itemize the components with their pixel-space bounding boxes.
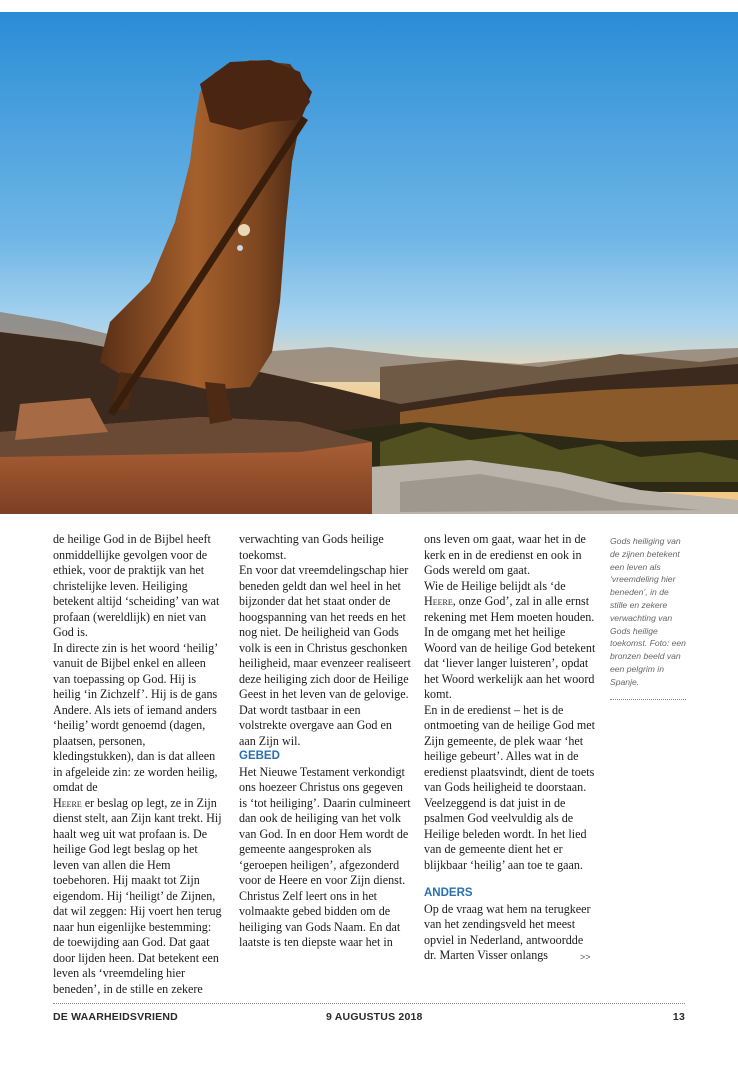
section-heading-anders: ANDERS — [424, 887, 473, 899]
paragraph — [424, 579, 596, 703]
paragraph: En voor dat vreemdelingschap hier beneden geldt dan wel heel in het bijzonder dat het staat onder de hoogspanning van het reeds en het nog niet. De heiligheid van Gods volk is een in Christus geschonken heiligheid, maar evenzeer realiseert deze heiliging zich door de Heilige Geest in het leven van de gelovige. Dat wordt tastbaar in een volstrekte overgave aan God en aan Zijn wil. — [239, 563, 411, 748]
paragraph-text: Wie de Heilige belijdt als ‘de — [424, 578, 566, 593]
paragraph — [53, 641, 225, 796]
page-number: 13 — [672, 1011, 685, 1023]
caption-divider — [610, 699, 686, 700]
paragraph-text: In directe zin is het woord ‘heilig’ vanuit de Bijbel enkel en alleen van toepassing op God. Hij is heilig ‘in Zichzelf’. Hij is de gans Andere. Als iets of iemand anders ‘heilig’ wordt genoemd (dagen, plaatsen, personen, kledingstukken), dan is dat alleen in afgeleide zin: ze worden heilig, omdat de — [53, 640, 218, 794]
text-column-2 — [239, 532, 411, 951]
paragraph: verwachting van Gods heilige toekomst. — [239, 532, 384, 562]
paragraph: Het Nieuwe Testament verkondigt ons hoezeer Christus ons gegeven is ‘tot heiliging’. Daarin culmineert dan ook de heiliging van het volk van God. In en door Hem wordt de gemeente aangesproken als ‘geroepen heiligen’, afgezonderd voor de Heere en voor Zijn dienst. — [239, 764, 411, 887]
text-column-3 — [424, 532, 596, 964]
photo-caption: Gods heiliging van de zijnen betekent een leven als ‘vreemdeling hier beneden’, in de stille en zekere verwachting van Gods heilige toekomst. Foto: een bronzen beeld van een pelgrim in Spanje. — [610, 536, 686, 687]
issue-date: 9 AUGUSTUS 2018 — [326, 1011, 423, 1023]
continued-marker: >> — [580, 952, 591, 962]
paragraph: de heilige God in de Bijbel heeft onmiddellijke gevolgen voor de ethiek, voor de praktijk van het christelijke leven. Heiliging betekent altijd ‘scheiding’ van wat profaan (wereldlijk) en niet van God is. — [53, 532, 220, 639]
pilgrim-statue-photo — [0, 12, 738, 514]
paragraph: Christus Zelf leert ons in het volmaakte gebed bidden om de heiliging van Gods Naam. En dat laatste is ten diepste waar het in — [239, 888, 401, 949]
text-column-1 — [53, 532, 225, 997]
heere-smallcaps: Heere — [424, 594, 453, 608]
heere-smallcaps: Heere — [53, 795, 82, 810]
paragraph: ons leven om gaat, waar het in de kerk en in de eredienst en ook in Gods wereld om gaat. — [424, 532, 586, 577]
section-heading-gebed: GEBED — [239, 750, 280, 762]
paragraph: En in de eredienst – het is de ontmoeting van de heilige God met Zijn gemeente, de plek waar ‘het heilige gebeurt’. Alles wat in de eredienst plaatsvindt, dient de toets van Gods heiligheid te doorstaan. Veelzeggend is dat juist in de psalmen God veelvuldig als de Heilige beleden wordt. In het lied van de gemeente dient het er blijkbaar ‘heilig’ aan toe te gaan. — [424, 702, 595, 872]
paragraph: Op de vraag wat hem na terugkeer van het zendingsveld het meest opviel in Nederland, antwoordde dr. Marten Visser onlangs — [424, 901, 591, 962]
publication-name: DE WAARHEIDSVRIEND — [53, 1011, 178, 1023]
paragraph-text: er beslag op legt, ze in Zijn dienst stelt, aan Zijn kant trekt. Hij haalt weg uit wat profaan is. De heilige God legt beslag op het leven van allen die Hem toebehoren. Hij maakt tot Zijn eigendom. Hij ‘heiligt’ de Zijnen, dat wil zeggen: Hij voert hen terug naar hun eigenlijke bestemming: de toewijding aan God. Dat gaat door lijden heen. Dat betekent een leven als ‘vreemdeling hier beneden’, in de stille en zekere — [53, 795, 222, 996]
footer-divider — [53, 1003, 685, 1004]
paragraph-text: , onze God’, zal in alle ernst rekening met Hem moeten houden. In de omgang met het heilige Woord van de heilige God betekent dat ‘liever langer luisteren’, opdat het Woord werkelijk aan het woord komt. — [424, 594, 596, 701]
paragraph — [53, 796, 225, 998]
